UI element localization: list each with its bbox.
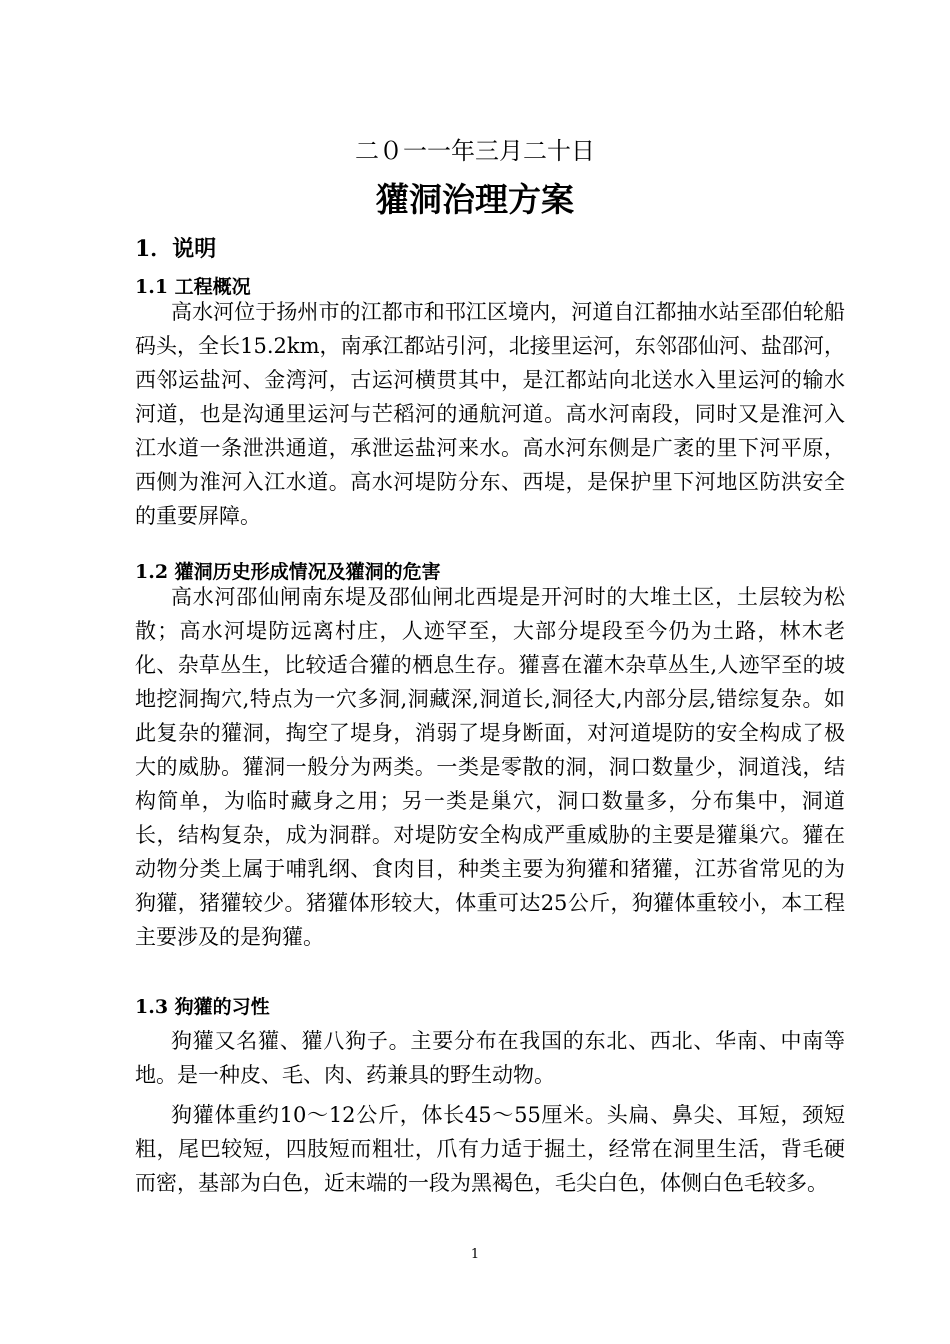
paragraph-badger-habits-2: 狗獾体重约10～12公斤，体长45～55厘米。头扁、鼻尖、耳短，颈短粗，尾巴较短，四肢短而粗壮，爪有力适于掘土，经常在洞里生活，背毛硬而密，基部为白色，近末端的一段为黑褐色，毛尖白色，体侧白色毛较多。 — [135, 1103, 845, 1195]
section-heading-1-1: 1.1 工程概况 — [135, 276, 251, 298]
paragraph-badger-habits-1: 狗獾又名獾、獾八狗子。主要分布在我国的东北、西北、华南、中南等地。是一种皮、毛、肉、药兼具的野生动物。 — [135, 1029, 845, 1087]
section-heading-1-3: 1.3 狗獾的习性 — [135, 996, 270, 1018]
document-date: 二０一一年三月二十日 — [355, 137, 595, 165]
section-heading-1-2: 1.2 獾洞历史形成情况及獾洞的危害 — [135, 561, 441, 583]
paragraph-badger-hole-history: 高水河邵仙闸南东堤及邵仙闸北西堤是开河时的大堆土区，土层较为松散；高水河堤防远离村庄，人迹罕至，大部分堤段至今仍为土路，林木老化、杂草丛生，比较适合獾的栖息生存。獾喜在灌木杂草丛生,人迹罕至的坡地挖洞掏穴,特点为一穴多洞,洞藏深,洞道长,洞径大,内部分层,错综复杂。如此复杂的獾洞，掏空了堤身，消弱了堤身断面，对河道堤防的安全构成了极大的威胁。獾洞一般分为两类。一类是零散的洞，洞口数量少，洞道浅，结构简单，为临时藏身之用；另一类是巢穴，洞口数量多，分布集中，洞道长，结构复杂，成为洞群。对堤防安全构成严重威胁的主要是獾巢穴。獾在动物分类上属于哺乳纲、食肉目，种类主要为狗獾和猪獾，江苏省常见的为狗獾，猪獾较少。猪獾体形较大，体重可达25公斤，狗獾体重较小，本工程主要涉及的是狗獾。 — [135, 585, 845, 949]
page-number: 1 — [470, 1247, 480, 1262]
section-heading-1: 1．说明 — [135, 236, 217, 262]
document-title: 獾洞治理方案 — [376, 180, 574, 219]
paragraph-project-overview: 高水河位于扬州市的江都市和邗江区境内，河道自江都抽水站至邵伯轮船码头，全长15.2km，南承江都站引河，北接里运河，东邻邵仙河、盐邵河，西邻运盐河、金湾河，古运河横贯其中，是江都站向北送水入里运河的输水河道，也是沟通里运河与芒稻河的通航河道。高水河南段，同时又是淮河入江水道一条泄洪通道，承泄运盐河来水。高水河东侧是广袤的里下河平原，西侧为淮河入江水道。高水河堤防分东、西堤，是保护里下河地区防洪安全的重要屏障。 — [135, 300, 845, 528]
